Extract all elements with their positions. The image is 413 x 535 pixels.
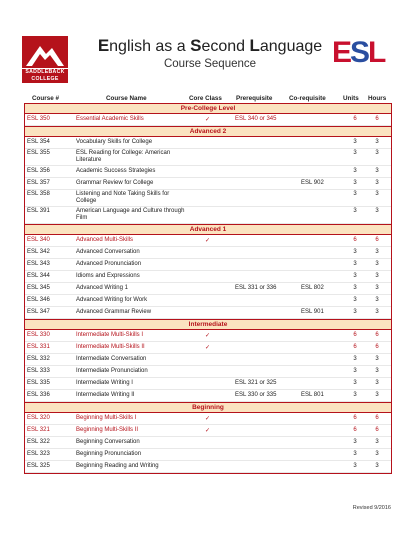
esl-letter-e: E bbox=[332, 36, 353, 69]
corequisite: ESL 902 bbox=[301, 180, 324, 186]
course-number: ESL 357 bbox=[27, 180, 50, 186]
course-number: ESL 342 bbox=[27, 249, 50, 255]
table-row bbox=[25, 366, 391, 378]
section-header: Advanced 1 bbox=[25, 224, 391, 235]
course-name: ESL Reading for College: American Literature bbox=[76, 150, 171, 163]
table-row bbox=[25, 425, 391, 437]
units: 3 bbox=[353, 309, 357, 315]
units: 3 bbox=[353, 261, 357, 267]
units: 3 bbox=[353, 150, 357, 156]
units: 6 bbox=[353, 427, 357, 433]
units: 6 bbox=[353, 332, 357, 338]
hours: 3 bbox=[375, 168, 379, 174]
units: 6 bbox=[353, 415, 357, 421]
course-number: ESL 354 bbox=[27, 139, 50, 145]
course-number: ESL 335 bbox=[27, 380, 50, 386]
table-row bbox=[25, 259, 391, 271]
course-number: ESL 323 bbox=[27, 451, 50, 457]
hours: 3 bbox=[375, 309, 379, 315]
course-number: ESL 358 bbox=[27, 191, 50, 197]
course-number: ESL 350 bbox=[27, 116, 50, 122]
table-row bbox=[25, 114, 391, 126]
hours: 6 bbox=[375, 116, 379, 122]
units: 3 bbox=[353, 451, 357, 457]
course-number: ESL 356 bbox=[27, 168, 50, 174]
table-row bbox=[25, 354, 391, 366]
course-name: Beginning Conversation bbox=[76, 439, 140, 445]
units: 3 bbox=[353, 356, 357, 362]
course-name: Advanced Conversation bbox=[76, 249, 140, 255]
units: 3 bbox=[353, 168, 357, 174]
prerequisite: ESL 331 or 336 bbox=[235, 285, 277, 291]
course-number: ESL 336 bbox=[27, 392, 50, 398]
course-number: ESL 321 bbox=[27, 427, 50, 433]
esl-letter-l: L bbox=[368, 36, 387, 69]
units: 3 bbox=[353, 463, 357, 469]
core-check-icon: ✓ bbox=[205, 345, 211, 351]
course-number: ESL 320 bbox=[27, 415, 50, 421]
corequisite: ESL 802 bbox=[301, 285, 324, 291]
core-check-icon: ✓ bbox=[205, 333, 211, 339]
course-number: ESL 331 bbox=[27, 344, 50, 350]
esl-letter-s: S bbox=[350, 36, 371, 69]
table-row bbox=[25, 307, 391, 319]
course-name: Grammar Review for College bbox=[76, 180, 154, 186]
units: 3 bbox=[353, 208, 357, 214]
course-number: ESL 344 bbox=[27, 273, 50, 279]
course-name: Beginning Multi-Skills I bbox=[76, 415, 137, 421]
prerequisite: ESL 321 or 325 bbox=[235, 380, 277, 386]
table-row bbox=[25, 207, 391, 224]
col-corequisite: Co-requisite bbox=[289, 95, 326, 102]
revised-note: Revised 9/2016 bbox=[352, 505, 391, 511]
course-name: Intermediate Conversation bbox=[76, 356, 147, 362]
hours: 6 bbox=[375, 427, 379, 433]
hours: 3 bbox=[375, 368, 379, 374]
units: 6 bbox=[353, 344, 357, 350]
corequisite: ESL 901 bbox=[301, 309, 324, 315]
section-header: Advanced 2 bbox=[25, 126, 391, 137]
units: 3 bbox=[353, 380, 357, 386]
units: 3 bbox=[353, 139, 357, 145]
course-number: ESL 343 bbox=[27, 261, 50, 267]
course-number: ESL 347 bbox=[27, 309, 50, 315]
college-name: SADDLEBACK COLLEGE bbox=[22, 69, 68, 83]
course-name: Essential Academic Skills bbox=[76, 116, 144, 122]
hours: 6 bbox=[375, 237, 379, 243]
hours: 6 bbox=[375, 415, 379, 421]
saddleback-logo bbox=[22, 36, 68, 86]
course-name: Beginning Pronunciation bbox=[76, 451, 142, 457]
page-subtitle: Course Sequence bbox=[163, 58, 257, 70]
course-table bbox=[24, 103, 392, 474]
section-header: Pre-College Level bbox=[25, 104, 391, 114]
table-row bbox=[25, 461, 391, 473]
units: 3 bbox=[353, 249, 357, 255]
hours: 3 bbox=[375, 273, 379, 279]
corequisite: ESL 801 bbox=[301, 392, 324, 398]
table-row bbox=[25, 247, 391, 259]
table-row bbox=[25, 178, 391, 190]
course-number: ESL 322 bbox=[27, 439, 50, 445]
units: 3 bbox=[353, 285, 357, 291]
course-number: ESL 340 bbox=[27, 237, 50, 243]
core-check-icon: ✓ bbox=[205, 416, 211, 422]
mountain-icon bbox=[22, 36, 68, 68]
table-row bbox=[25, 378, 391, 390]
course-name: Vocabulary Skills for College bbox=[76, 139, 153, 145]
core-check-icon: ✓ bbox=[205, 117, 211, 123]
table-row bbox=[25, 190, 391, 207]
course-name: Intermediate Multi-Skills I bbox=[76, 332, 144, 338]
hours: 3 bbox=[375, 285, 379, 291]
hours: 3 bbox=[375, 451, 379, 457]
section-header: Intermediate bbox=[25, 319, 391, 330]
course-number: ESL 355 bbox=[27, 150, 50, 156]
course-name: Academic Success Strategies bbox=[76, 168, 156, 174]
col-units: Units bbox=[343, 95, 359, 102]
hours: 3 bbox=[375, 439, 379, 445]
hours: 6 bbox=[375, 332, 379, 338]
table-row bbox=[25, 413, 391, 425]
col-core-class: Core Class bbox=[189, 95, 222, 102]
hours: 3 bbox=[375, 392, 379, 398]
hours: 3 bbox=[375, 356, 379, 362]
units: 3 bbox=[353, 191, 357, 197]
course-name: Beginning Reading and Writing bbox=[76, 463, 159, 469]
units: 3 bbox=[353, 439, 357, 445]
section-header: Beginning bbox=[25, 402, 391, 413]
hours: 3 bbox=[375, 208, 379, 214]
table-row bbox=[25, 330, 391, 342]
table-row bbox=[25, 137, 391, 149]
prerequisite: ESL 330 or 335 bbox=[235, 392, 277, 398]
course-number: ESL 330 bbox=[27, 332, 50, 338]
hours: 6 bbox=[375, 344, 379, 350]
course-name: Intermediate Multi-Skills II bbox=[76, 344, 145, 350]
core-check-icon: ✓ bbox=[205, 428, 211, 434]
course-name: Intermediate Writing II bbox=[76, 392, 135, 398]
course-number: ESL 391 bbox=[27, 208, 50, 214]
hours: 3 bbox=[375, 139, 379, 145]
hours: 3 bbox=[375, 261, 379, 267]
page-title: English as a Second Language bbox=[97, 36, 323, 55]
units: 6 bbox=[353, 116, 357, 122]
page-title-block bbox=[80, 36, 340, 70]
course-name: Advanced Grammar Review bbox=[76, 309, 152, 315]
units: 3 bbox=[353, 297, 357, 303]
col-course-num: Course # bbox=[32, 95, 59, 102]
col-course-name: Course Name bbox=[106, 95, 147, 102]
course-number: ESL 332 bbox=[27, 356, 50, 362]
table-row bbox=[25, 437, 391, 449]
course-number: ESL 346 bbox=[27, 297, 50, 303]
table-row bbox=[25, 295, 391, 307]
course-name: Idioms and Expressions bbox=[76, 273, 140, 279]
col-hours: Hours bbox=[368, 95, 387, 102]
hours: 3 bbox=[375, 380, 379, 386]
units: 3 bbox=[353, 392, 357, 398]
col-prerequisite: Prerequisite bbox=[236, 95, 273, 102]
units: 3 bbox=[353, 180, 357, 186]
course-name: Advanced Pronunciation bbox=[76, 261, 142, 267]
hours: 3 bbox=[375, 180, 379, 186]
prerequisite: ESL 340 or 345 bbox=[235, 116, 277, 122]
hours: 3 bbox=[375, 191, 379, 197]
course-number: ESL 325 bbox=[27, 463, 50, 469]
course-name: Listening and Note Taking Skills for College bbox=[76, 191, 170, 204]
table-row bbox=[25, 342, 391, 354]
course-name: Intermediate Pronunciation bbox=[76, 368, 148, 374]
hours: 3 bbox=[375, 297, 379, 303]
table-row bbox=[25, 149, 391, 166]
esl-flags-logo bbox=[332, 36, 386, 72]
core-check-icon: ✓ bbox=[205, 238, 211, 244]
course-number: ESL 333 bbox=[27, 368, 50, 374]
table-row bbox=[25, 235, 391, 247]
course-name: Beginning Multi-Skills II bbox=[76, 427, 139, 433]
course-name: American Language and Culture through Film bbox=[76, 208, 185, 221]
course-number: ESL 345 bbox=[27, 285, 50, 291]
table-row bbox=[25, 390, 391, 402]
course-name: Intermediate Writing I bbox=[76, 380, 133, 386]
hours: 3 bbox=[375, 463, 379, 469]
table-row bbox=[25, 283, 391, 295]
table-row bbox=[25, 166, 391, 178]
units: 3 bbox=[353, 273, 357, 279]
units: 6 bbox=[353, 237, 357, 243]
course-name: Advanced Multi-Skills bbox=[76, 237, 134, 243]
course-name: Advanced Writing for Work bbox=[76, 297, 148, 303]
units: 3 bbox=[353, 368, 357, 374]
table-row bbox=[25, 449, 391, 461]
table-row bbox=[25, 271, 391, 283]
course-name: Advanced Writing 1 bbox=[76, 285, 128, 291]
hours: 3 bbox=[375, 249, 379, 255]
hours: 3 bbox=[375, 150, 379, 156]
